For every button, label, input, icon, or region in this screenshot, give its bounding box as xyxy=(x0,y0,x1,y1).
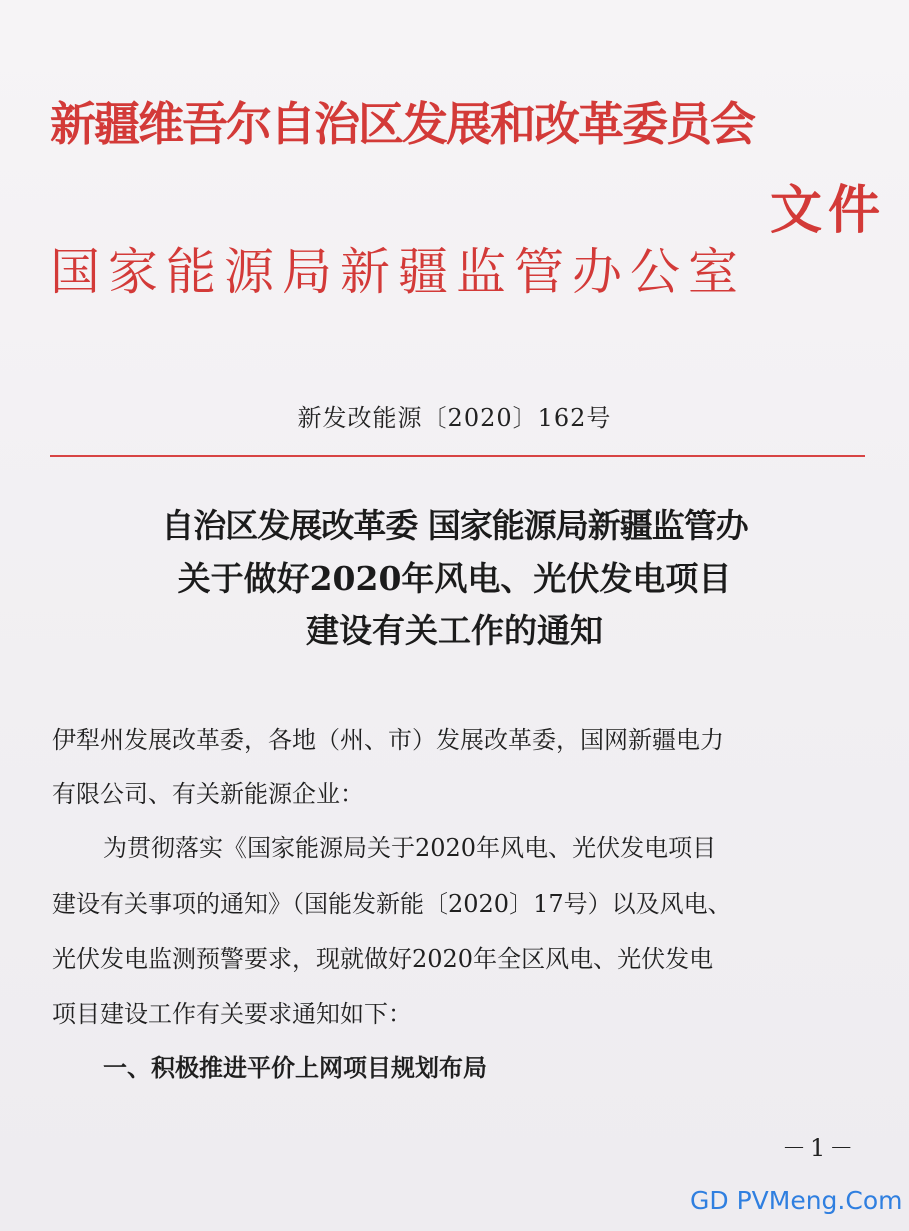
body-line: 光伏发电监测预警要求，现就做好2020年全区风电、光伏发电 xyxy=(52,945,714,973)
document-number: 新发改能源〔2020〕162号 xyxy=(297,404,612,432)
document-type-label: 文件 xyxy=(770,180,887,241)
notice-title-line-1: 自治区发展改革委 国家能源局新疆监管办 xyxy=(161,506,748,545)
notice-title-line-2: 关于做好2020年风电、光伏发电项目 xyxy=(177,559,732,598)
notice-title-line-3: 建设有关工作的通知 xyxy=(306,611,603,650)
section-heading-1: 一、积极推进平价上网项目规划布局 xyxy=(103,1054,487,1082)
body-line: 项目建设工作有关要求通知如下： xyxy=(52,1000,412,1028)
body-line: 建设有关事项的通知》（国能发新能〔2020〕17号）以及风电、 xyxy=(52,890,732,918)
red-divider-line xyxy=(50,455,865,457)
issuing-org-2: 国家能源局新疆监管办公室 xyxy=(50,243,746,301)
issuing-org-1: 新疆维吾尔自治区发展和改革委员会 xyxy=(50,97,754,151)
site-watermark: GD PVMeng.Com xyxy=(690,1186,903,1215)
body-line: 有限公司、有关新能源企业： xyxy=(52,780,364,808)
body-line: 为贯彻落实《国家能源局关于2020年风电、光伏发电项目 xyxy=(103,834,717,862)
body-line: 伊犁州发展改革委，各地（州、市）发展改革委，国网新疆电力 xyxy=(52,726,724,754)
page-number: －1－ xyxy=(782,1134,858,1162)
